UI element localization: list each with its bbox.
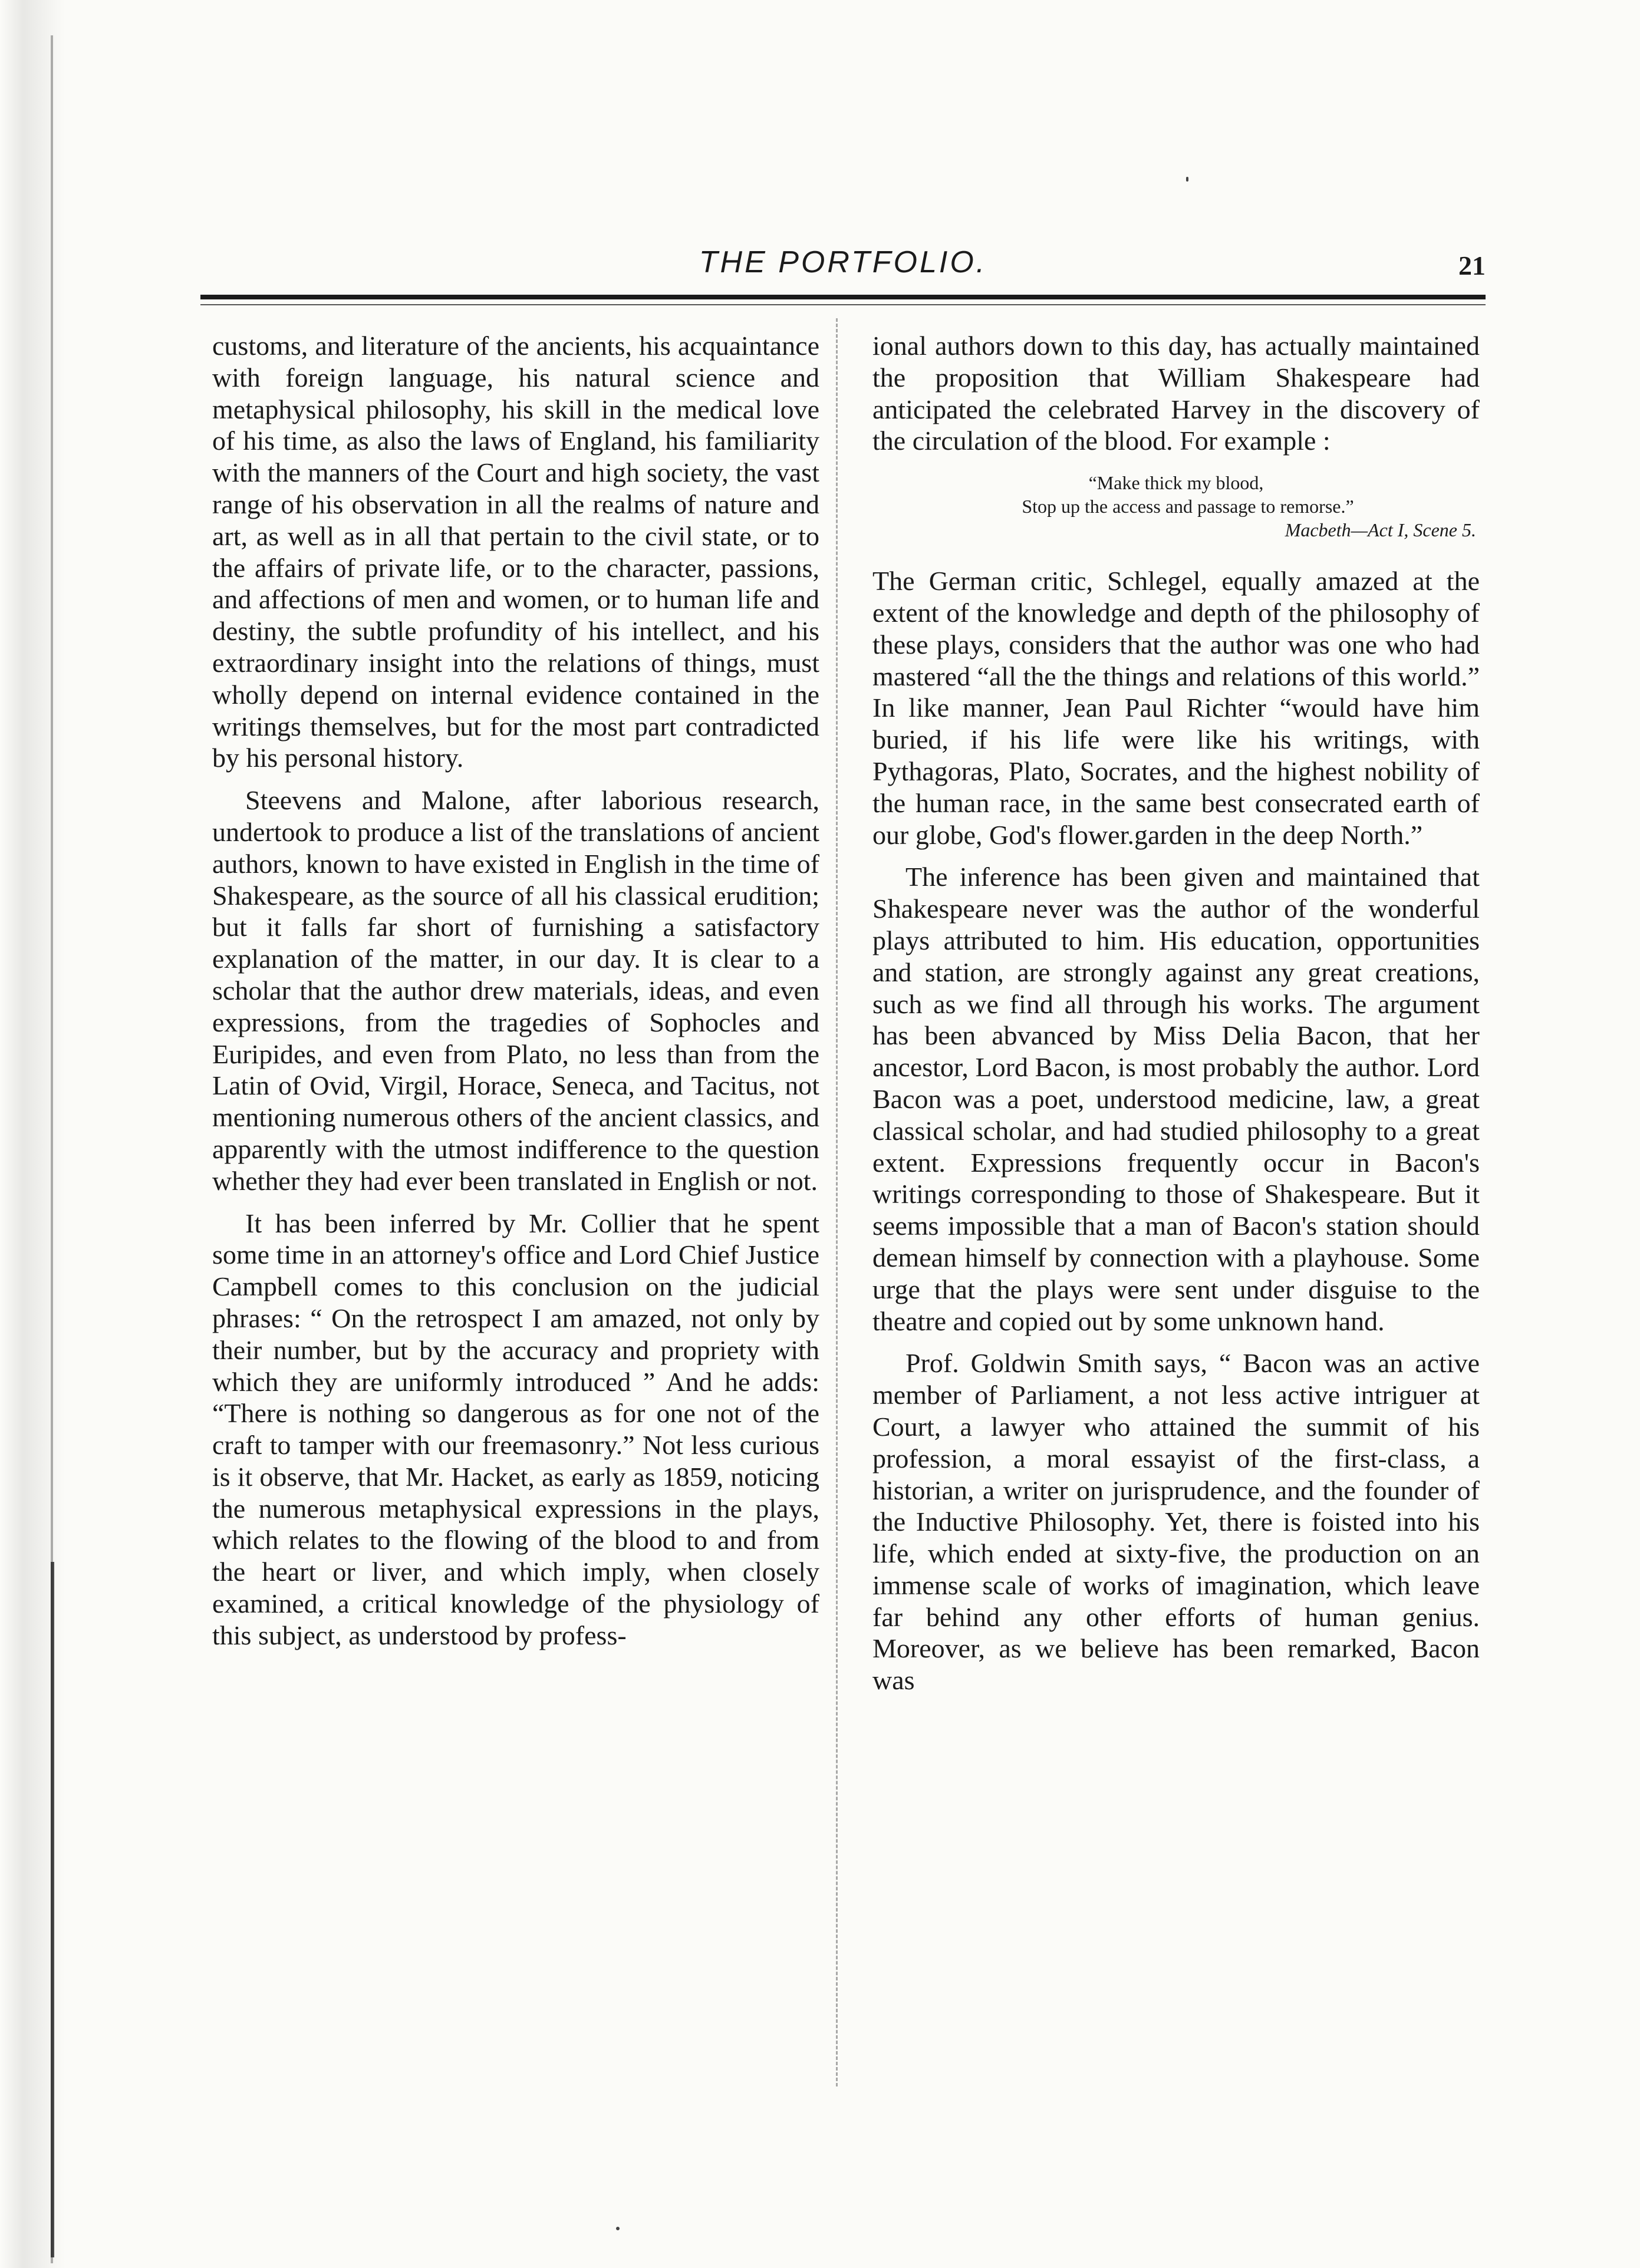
- scan-edge-shadow: [0, 0, 65, 2268]
- right-paragraph-3: Prof. Goldwin Smith says, “ Bacon was an active member of Parliament, a not less active intriguer at Court, a lawyer who attained the summit of his profession, a moral essayist of the first-class, a historian, a writer on jurisprudence, and the founder of the Inductive Philosophy. Yet, there is foisted into his life, which ended at sixty-five, the production on an immense scale of works of imagination, which leave far behind any other efforts of human genius. Moreover, as we believe has been remarked, Bacon was: [872, 1348, 1480, 1696]
- quote-line-2: Stop up the access and passage to remorse.”: [1022, 496, 1354, 517]
- print-speck: [1186, 177, 1188, 182]
- binding-edge-mark: [51, 1562, 54, 2257]
- header-rule: [200, 295, 1486, 299]
- quote-citation: Macbeth—Act I, Scene 5.: [1285, 519, 1476, 541]
- right-column: [872, 330, 1480, 1696]
- running-title: THE PORTFOLIO.: [699, 245, 987, 279]
- left-paragraph-3: It has been inferred by Mr. Collier that he spent some time in an attorney's office and Lord Chief Justice Campbell comes to this conclusion on the judicial phrases: “ On the retrospect I am amazed, not only by their number, but by the accuracy and propriety with which they are uniformly introduced ” And he adds: “There is nothing so dangerous as for one not of the craft to tamper with our freemasonry.” Not less curious is it observe, that Mr. Hacket, as early as 1859, noticing the numerous metaphysical expressions in the plays, which relates to the flowing of the blood to and from the heart or liver, and which imply, when closely examined, a critical knowledge of the physiology of this subject, as understood by profess-: [212, 1208, 819, 1650]
- left-column: [212, 330, 819, 1651]
- left-paragraph-2: Steevens and Malone, after laborious research, undertook to produce a list of the translations of ancient authors, known to have existed in English in the time of Shakespeare, as the source of all his classical erudition; but it falls far short of furnishing a satisfactory explanation of the matter, in our day. It is clear to a scholar that the author drew materials, ideas, and even expressions, from the tragedies of Sophocles and Euripides, and even from Plato, no less than from the Latin of Ovid, Virgil, Horace, Seneca, and Tacitus, not mentioning numerous others of the ancient classics, and apparently with the utmost indifference to the question whether they had ever been translated in English or not.: [212, 785, 819, 1196]
- right-paragraph-1: The German critic, Schlegel, equally amazed at the extent of the knowledge and depth of the philosophy of these plays, considers that the author was one who had mastered “all the the things and relations of this world.” In like manner, Jean Paul Richter “would have him buried, if his life were like his writings, with Pythagoras, Plato, Socrates, and the highest nobility of the human race, in the same best consecrated earth of our globe, God's flower.garden in the deep North.”: [872, 566, 1480, 850]
- left-paragraph-1: customs, and literature of the ancients, his acquaintance with foreign language, his natural science and metaphysical philosophy, his skill in the medical love of his time, as also the laws of England, his familiarity with the manners of the Court and high society, the vast range of his observation in all the realms of nature and art, as well as in all that pertain to the civil state, or to the affairs of private life, or to the character, passions, and affections of men and women, or to human life and destiny, the subtle profundity of his intellect, and his extraordinary insight into the relations of things, must wholly depend on internal evidence contained in the writings themselves, but for the most part contradicted by his personal history.: [212, 331, 819, 773]
- column-divider: [836, 318, 839, 2086]
- page-header: [200, 242, 1486, 295]
- page-number: 21: [1458, 250, 1486, 281]
- header-rule-thin: [200, 304, 1486, 305]
- quote-line-1: “Make thick my blood,: [1088, 472, 1264, 494]
- block-quote: [872, 471, 1480, 542]
- right-paragraph-2: The inference has been given and maintained that Shakespeare never was the author of the wonderful plays attributed to him. His education, opportunities and station, are strongly against any great creations, such as we find all through his works. The argument has been abvanced by Miss Delia Bacon, that her ancestor, Lord Bacon, is most probably the author. Lord Bacon was a poet, understood medicine, law, a great classical scholar, and had studied philosophy to a great extent. Expressions frequently occur in Bacon's writings corresponding to those of Shakespeare. But it seems impossible that a man of Bacon's station should demean himself by connection with a playhouse. Some urge that the plays were sent under disguise to the theatre and copied out by some unknown hand.: [872, 862, 1480, 1336]
- right-lead-paragraph: ional authors down to this day, has actually maintained the proposition that William Shakespeare had anticipated the celebrated Harvey in the discovery of the circulation of the blood. For example :: [872, 331, 1480, 456]
- print-speck: [616, 2227, 620, 2230]
